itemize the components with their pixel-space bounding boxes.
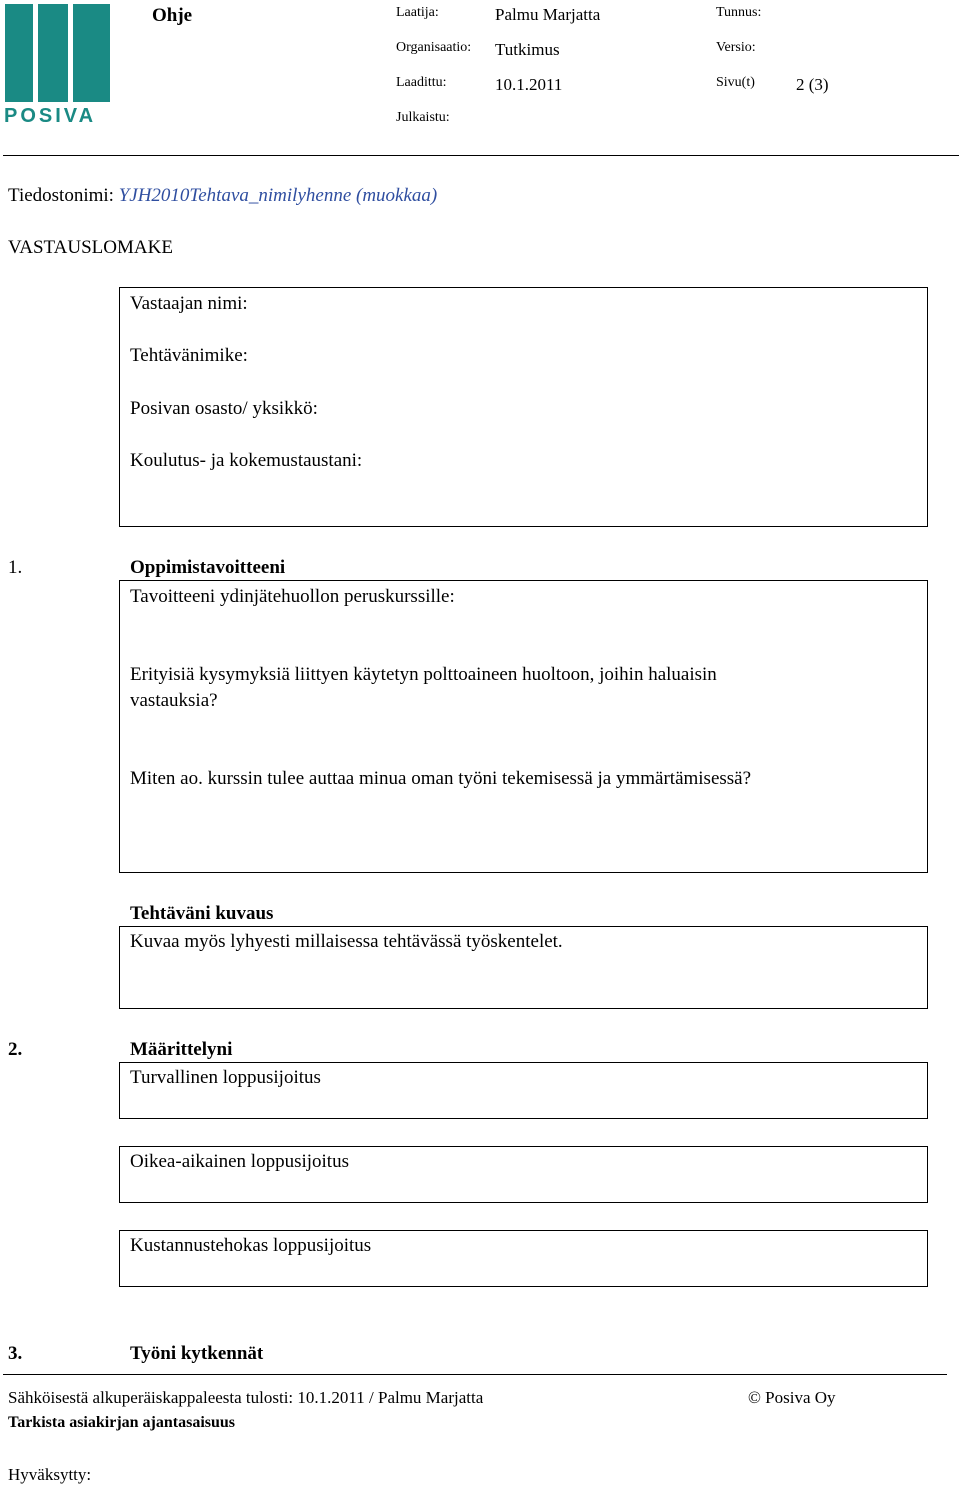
timely-disposal-label: Oikea-aikainen loppusijoitus [130, 1151, 349, 1172]
footer-copyright: © Posiva Oy [748, 1388, 836, 1407]
section1-question-help: Miten ao. kurssin tulee auttaa minua oman työni tekemisessä ja ymmärtämisessä? [130, 768, 752, 789]
cost-effective-disposal-label: Kustannustehokas loppusijoitus [130, 1235, 372, 1256]
header-divider [3, 155, 959, 156]
logo-bar-left [5, 4, 33, 102]
organisaatio-label: Organisaatio: [396, 40, 472, 55]
footer-divider [3, 1374, 947, 1375]
footer-printout: Sähköisestä alkuperäiskappaleesta tulosti: 10.1.2011 / Palmu Marjatta [8, 1388, 484, 1407]
section1-question-specific-line1: Erityisiä kysymyksiä liittyen käytetyn polttoaineen huoltoon, joihin haluaisin [130, 664, 717, 685]
respondent-title-label: Tehtävänimike: [130, 345, 248, 366]
section1-question-goals: Tavoitteeni ydinjätehuollon peruskurssille: [130, 586, 455, 607]
laatija-value: Palmu Marjatta [495, 5, 601, 24]
tunnus-label: Tunnus: [716, 5, 762, 20]
document-type: Ohje [152, 5, 193, 26]
section2-title: Määrittelyni [130, 1039, 233, 1060]
logo-bar-middle [38, 4, 68, 102]
section1-box[interactable] [119, 580, 928, 873]
section3-number: 3. [8, 1343, 23, 1364]
respondent-name-label: Vastaajan nimi: [130, 293, 248, 314]
laatija-label: Laatija: [396, 5, 439, 20]
section1-number: 1. [8, 557, 23, 578]
respondent-background-label: Koulutus- ja kokemustaustani: [130, 450, 363, 471]
laadittu-label: Laadittu: [396, 75, 447, 90]
logo-bar-right [73, 4, 110, 102]
section1-title: Oppimistavoitteeni [130, 557, 286, 578]
footer-check-currency: Tarkista asiakirjan ajantasaisuus [8, 1414, 236, 1431]
filename-label: Tiedostonimi: [8, 185, 119, 206]
sivu-value: 2 (3) [796, 75, 829, 94]
footer-approved: Hyväksytty: [8, 1465, 92, 1484]
section2-number: 2. [8, 1039, 23, 1060]
filename-value: YJH2010Tehtava_nimilyhenne (muokkaa) [118, 185, 438, 206]
sivu-label: Sivu(t) [716, 75, 755, 90]
laadittu-value: 10.1.2011 [495, 75, 563, 94]
organisaatio-value: Tutkimus [495, 40, 560, 59]
form-title: VASTAUSLOMAKE [8, 237, 173, 258]
respondent-unit-label: Posivan osasto/ yksikkö: [130, 398, 318, 419]
task-description-text: Kuvaa myös lyhyesti millaisessa tehtävässä työskentelet. [130, 931, 563, 952]
versio-label: Versio: [716, 40, 756, 55]
section1-question-specific-line2: vastauksia? [130, 690, 218, 711]
logo-wordmark: POSIVA [4, 105, 97, 127]
section3-title: Työni kytkennät [130, 1343, 264, 1364]
filename-line [8, 185, 437, 207]
task-description-title: Tehtäväni kuvaus [130, 903, 274, 924]
safe-disposal-label: Turvallinen loppusijoitus [130, 1067, 321, 1088]
julkaistu-label: Julkaistu: [396, 110, 450, 125]
